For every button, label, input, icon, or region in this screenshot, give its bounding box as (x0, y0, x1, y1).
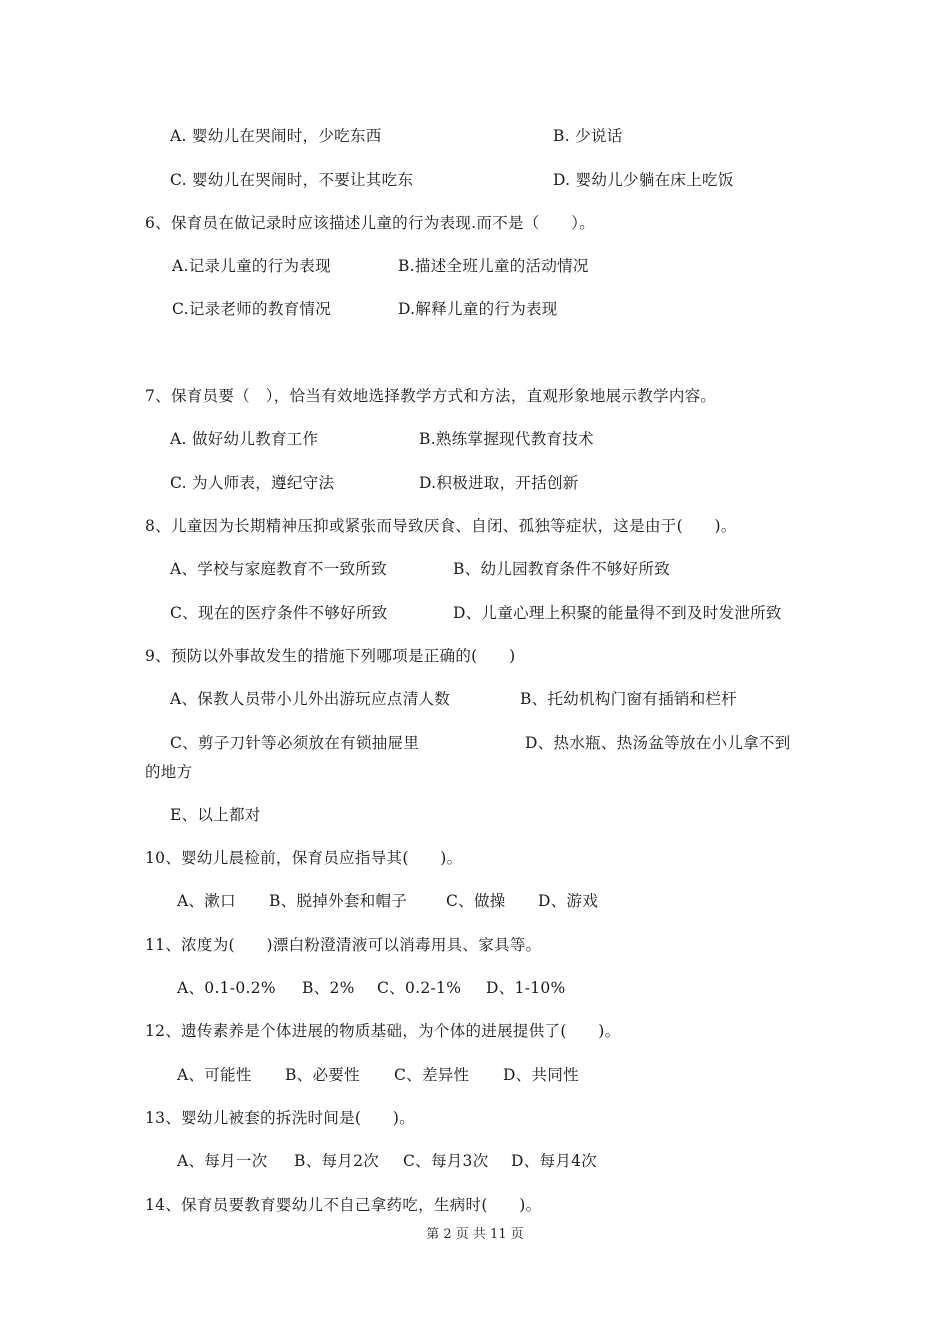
q7-option-a: A. 做好幼儿教育工作 (170, 430, 319, 448)
q10-stem: 10、婴幼儿晨检前，保育员应指导其( )。 (145, 849, 463, 867)
q9-stem: 9、预防以外事故发生的措施下列哪项是正确的( ) (145, 647, 516, 665)
q13-option-c: C、每月3次 (403, 1152, 489, 1170)
q13-option-b: B、每月2次 (294, 1152, 380, 1170)
q8-option-c: C、现在的医疗条件不够好所致 (170, 604, 388, 622)
q9-option-d-continued: 的地方 (145, 763, 193, 781)
q8-stem: 8、儿童因为长期精神压抑或紧张而导致厌食、自闭、孤独等症状，这是由于( )。 (145, 517, 737, 535)
q5-option-d: D. 婴幼儿少躺在床上吃饭 (553, 171, 734, 189)
q11-option-c: C、0.2-1% (377, 979, 462, 997)
q12-option-c: C、差异性 (394, 1066, 470, 1084)
q5-option-a: A. 婴幼儿在哭闹时，少吃东西 (170, 127, 382, 145)
q10-option-c: C、做操 (446, 892, 506, 910)
q9-option-d: D、热水瓶、热汤盆等放在小儿拿不到 (525, 734, 791, 752)
q13-option-a: A、每月一次 (177, 1152, 268, 1170)
q10-option-d: D、游戏 (538, 892, 599, 910)
q5-option-b: B. 少说话 (553, 127, 623, 145)
q13-option-d: D、每月4次 (511, 1152, 598, 1170)
page-number-footer: 第 2 页 共 11 页 (426, 1227, 524, 1242)
q9-option-e: E、以上都对 (170, 806, 261, 824)
q14-stem: 14、保育员要教育婴幼儿不自己拿药吃，生病时( )。 (145, 1196, 542, 1214)
q11-option-a: A、0.1-0.2% (177, 979, 276, 997)
q7-option-b: B.熟练掌握现代教育技术 (419, 430, 594, 448)
q6-option-d: D.解释儿童的行为表现 (398, 300, 558, 318)
q10-option-b: B、脱掉外套和帽子 (269, 892, 408, 910)
q7-option-c: C. 为人师表，遵纪守法 (170, 474, 335, 492)
q7-option-d: D.积极进取，开括创新 (419, 474, 579, 492)
q12-stem: 12、遗传素养是个体进展的物质基础，为个体的进展提供了( )。 (145, 1022, 621, 1040)
q6-stem: 6、保育员在做记录时应该描述儿童的行为表现.而不是（ ）。 (145, 214, 596, 232)
q6-option-a: A.记录儿童的行为表现 (172, 257, 331, 275)
q9-option-b: B、托幼机构门窗有插销和栏杆 (520, 690, 738, 708)
q6-option-c: C.记录老师的教育情况 (172, 300, 332, 318)
q12-option-a: A、可能性 (177, 1066, 252, 1084)
q11-option-b: B、2% (302, 979, 355, 997)
q11-stem: 11、浓度为( )漂白粉澄清液可以消毒用具、家具等。 (145, 936, 542, 954)
q13-stem: 13、婴幼儿被套的拆洗时间是( )。 (145, 1109, 416, 1127)
q7-stem: 7、保育员要（ ），恰当有效地选择教学方式和方法，直观形象地展示教学内容。 (145, 387, 717, 405)
q9-option-c: C、剪子刀针等必须放在有锁抽屉里 (170, 734, 420, 752)
q8-option-b: B、幼儿园教育条件不够好所致 (453, 560, 671, 578)
q8-option-d: D、儿童心理上积聚的能量得不到及时发泄所致 (453, 604, 782, 622)
q8-option-a: A、学校与家庭教育不一致所致 (170, 560, 387, 578)
q9-option-a: A、保教人员带小儿外出游玩应点清人数 (170, 690, 451, 708)
q5-option-c: C. 婴幼儿在哭闹时，不要让其吃东 (170, 171, 414, 189)
q12-option-d: D、共同性 (503, 1066, 579, 1084)
q6-option-b: B.描述全班儿童的活动情况 (398, 257, 589, 275)
q10-option-a: A、漱口 (177, 892, 236, 910)
q12-option-b: B、必要性 (285, 1066, 360, 1084)
q11-option-d: D、1-10% (486, 979, 566, 997)
